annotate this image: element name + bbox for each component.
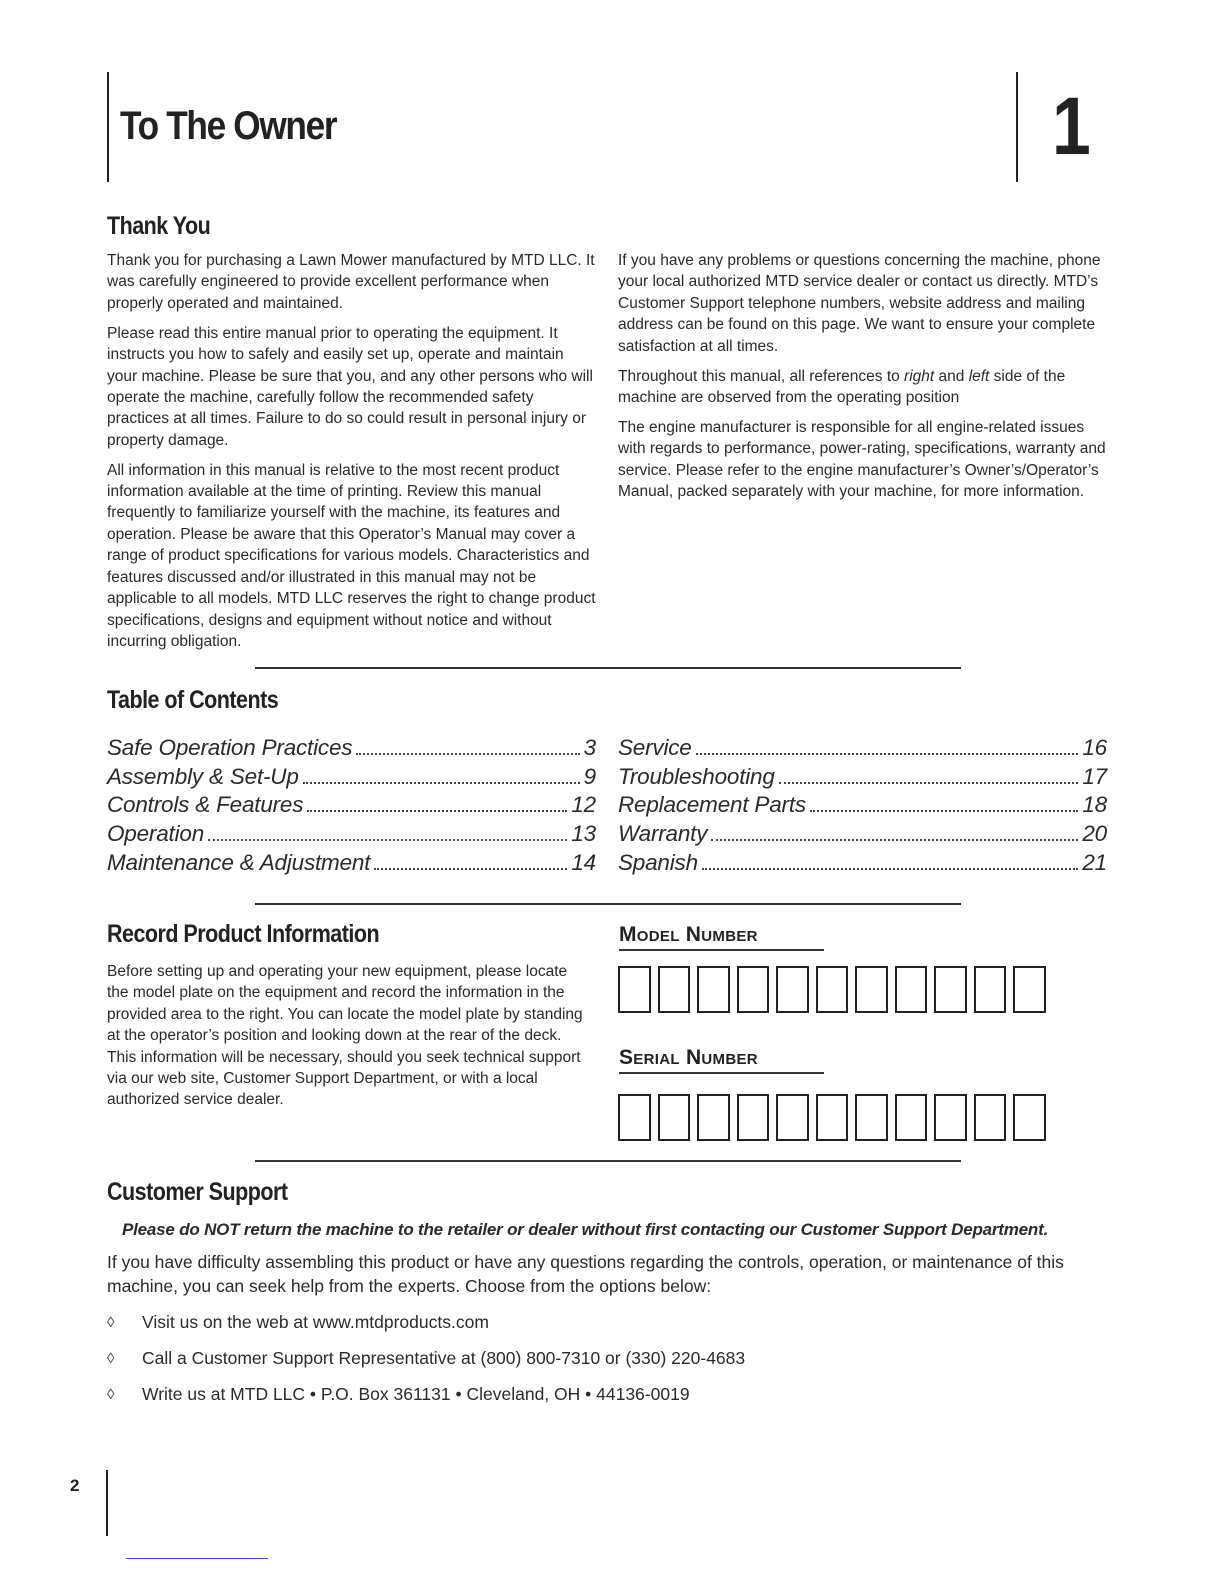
support-option-mail: ◊ Write us at MTD LLC • P.O. Box 361131 • Cleveland, OH • 44136-0019: [107, 1383, 690, 1404]
toc-right-list: [618, 735, 1107, 878]
serial-number-box[interactable]: [816, 1094, 849, 1141]
toc-entry[interactable]: Safe Operation Practices 3: [107, 735, 596, 760]
header-rule: [107, 72, 109, 182]
toc-entry[interactable]: Assembly & Set-Up 9: [107, 763, 596, 789]
thank-you-right-column: [618, 250, 1110, 511]
serial-number-box[interactable]: [855, 1094, 888, 1141]
record-paragraph: Before setting up and operating your new equipment, please locate the model plate on the equipment and record the information in the provided area to the right. You can locate the model plate by standing at the operator’s position and looking down at the rear of the deck. This information will be necessary, should you seek technical support via our web site, Customer Support Department, or with a local authorized service dealer.: [107, 963, 583, 1109]
customer-support-heading: Customer Support: [107, 1178, 288, 1206]
serial-number-label: Serial Number: [619, 1046, 824, 1074]
serial-number-box[interactable]: [618, 1094, 651, 1141]
support-option-phone: ◊ Call a Customer Support Representative at (800) 800-7310 or (330) 220-4683: [107, 1347, 746, 1368]
support-options: [107, 1304, 1107, 1412]
serial-number-boxes: [618, 1094, 1046, 1141]
chapter-title: To The Owner: [120, 104, 337, 148]
support-option-web: ◊ Visit us on the web at www.mtdproducts.com: [107, 1311, 489, 1332]
toc-entry[interactable]: Replacement Parts 18: [618, 792, 1107, 818]
toc-entry[interactable]: Warranty 20: [618, 821, 1107, 847]
record-column: [107, 961, 589, 1119]
model-number-box[interactable]: [697, 966, 730, 1013]
toc-entry[interactable]: Spanish 21: [618, 849, 1107, 875]
serial-number-box[interactable]: [697, 1094, 730, 1141]
support-warning: Please do NOT return the machine to the retailer or dealer without first contacting our Customer Support Department.: [122, 1220, 1049, 1239]
section-divider: [255, 903, 961, 905]
thank-you-paragraph: All information in this manual is relative to the most recent product information available at the time of printing. Review this manual frequently to familiarize yourself with the machine, its features and operation. Please be aware that this Operator’s Manual may cover a range of product specifications for various models. Characteristics and features discussed and/or illustrated in this manual may not be applicable to all models. MTD LLC reserves the right to change product specifications, designs and equipment without notice and without incurring obligation.: [107, 461, 596, 650]
model-number-boxes: [618, 966, 1046, 1013]
diamond-bullet-icon: ◊: [107, 1349, 115, 1367]
right-term: right: [904, 367, 935, 385]
serial-number-box[interactable]: [658, 1094, 691, 1141]
model-number-box[interactable]: [1013, 966, 1046, 1013]
model-number-box[interactable]: [618, 966, 651, 1013]
toc-left-list: [107, 735, 596, 878]
serial-number-box[interactable]: [895, 1094, 928, 1141]
serial-number-box[interactable]: [776, 1094, 809, 1141]
model-number-box[interactable]: [816, 966, 849, 1013]
model-number-box[interactable]: [895, 966, 928, 1013]
record-heading: Record Product Information: [107, 920, 380, 948]
footer-rule: [106, 1470, 108, 1536]
model-number-box[interactable]: [934, 966, 967, 1013]
toc-entry[interactable]: Maintenance & Adjustment 14: [107, 849, 596, 875]
left-term: left: [968, 367, 990, 385]
model-number-box[interactable]: [855, 966, 888, 1013]
section-divider: [255, 667, 961, 669]
orientation-paragraph: Throughout this manual, all references to right and left side of the machine are observed from the operating position: [618, 367, 1066, 406]
model-number-box[interactable]: [776, 966, 809, 1013]
chapter-number-rule: [1016, 72, 1018, 182]
support-intro: If you have difficulty assembling this product or have any questions regarding the controls, operation, or maintenance of this machine, you can seek help from the experts. Choose from the options below:: [107, 1252, 1064, 1296]
toc-entry[interactable]: Service 16: [618, 735, 1107, 760]
diamond-bullet-icon: ◊: [107, 1313, 115, 1331]
page-number: 2: [70, 1476, 80, 1495]
serial-number-box[interactable]: [1013, 1094, 1046, 1141]
toc-heading: Table of Contents: [107, 686, 279, 714]
engine-paragraph: The engine manufacturer is responsible for all engine-related issues with regards to performance, power-rating, specifications, warranty and service. Please refer to the engine manufacturer’s Owner’s/Operator’s Manual, packed separately with your machine, for more information.: [618, 418, 1106, 501]
serial-number-box[interactable]: [737, 1094, 770, 1141]
serial-number-box[interactable]: [934, 1094, 967, 1141]
footer-link-underline: [126, 1558, 268, 1559]
thank-you-paragraph: Thank you for purchasing a Lawn Mower manufactured by MTD LLC. It was carefully engineered to provide excellent performance when properly operated and maintained.: [107, 252, 595, 312]
model-number-box[interactable]: [974, 966, 1007, 1013]
chapter-number: 1: [1052, 81, 1091, 172]
model-number-box[interactable]: [658, 966, 691, 1013]
model-number-label: Model Number: [619, 923, 824, 951]
diamond-bullet-icon: ◊: [107, 1385, 115, 1403]
serial-number-box[interactable]: [974, 1094, 1007, 1141]
contact-paragraph: If you have any problems or questions concerning the machine, phone your local authorized MTD service dealer or contact us directly. MTD’s Customer Support telephone numbers, website address and mailing address can be found on this page. We want to ensure your complete satisfaction at all times.: [618, 252, 1101, 355]
thank-you-heading: Thank You: [107, 212, 211, 240]
model-number-box[interactable]: [737, 966, 770, 1013]
section-divider: [255, 1160, 961, 1162]
toc-entry[interactable]: Controls & Features 12: [107, 792, 596, 818]
toc-entry[interactable]: Operation 13: [107, 821, 596, 847]
thank-you-paragraph: Please read this entire manual prior to operating the equipment. It instructs you how to safely and easily set up, operate and maintain your machine. Please be sure that you, and any other persons who will operate the machine, carefully follow the recommended safety practices at all times. Failure to do so could result in personal injury or property damage.: [107, 324, 593, 449]
toc-entry[interactable]: Troubleshooting 17: [618, 763, 1107, 789]
thank-you-left-column: [107, 250, 597, 661]
